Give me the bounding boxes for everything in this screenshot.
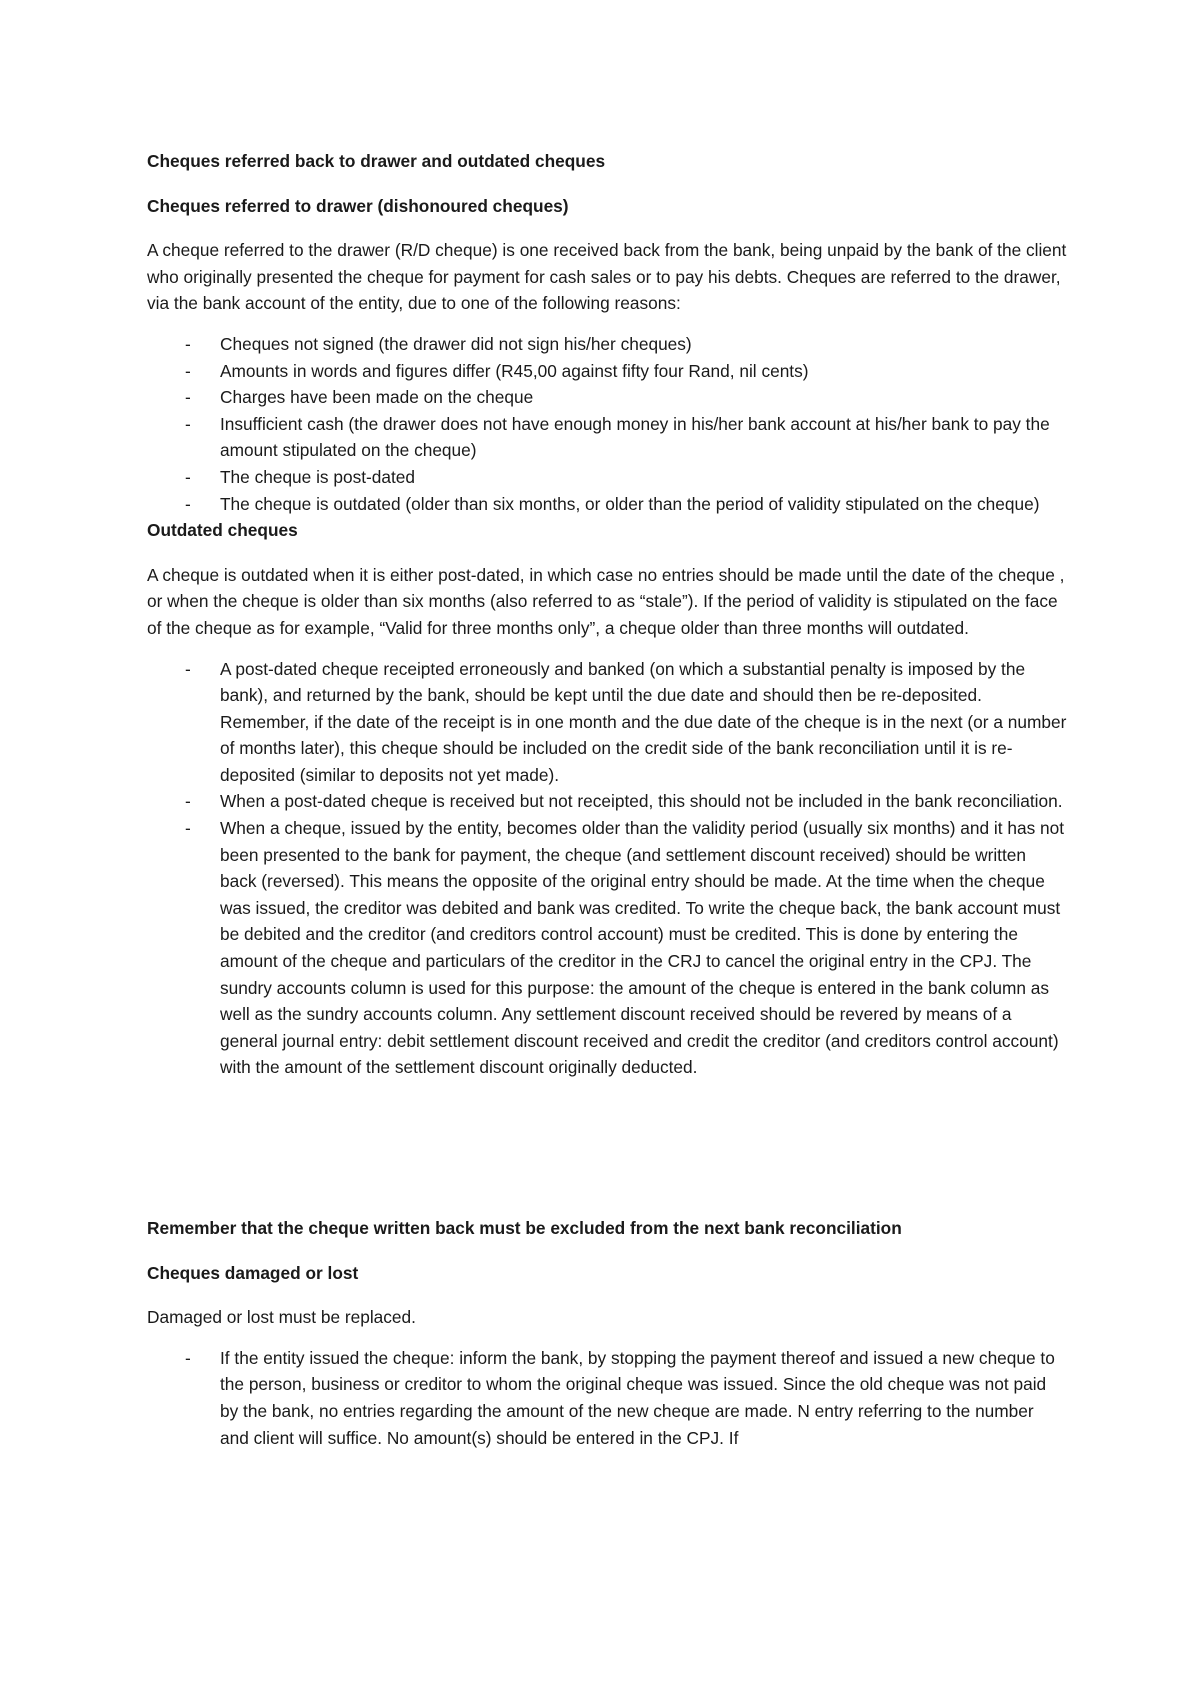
list-item-text: If the entity issued the cheque: inform the bank, by stopping the payment thereof and issued a new cheque to the person, business or creditor to whom the original cheque was issued. Since the old cheque was not paid by the bank, no entries regarding the amount of the new cheque are made. N entry referring to the number and client will suffice. No amount(s) should be entered in the CPJ. If [220, 1347, 1055, 1448]
section-heading-damaged-lost: Cheques damaged or lost [147, 1262, 359, 1283]
reminder-note: Remember that the cheque written back must be excluded from the next bank reconciliation [147, 1218, 902, 1238]
list-item-text: When a cheque, issued by the entity, becomes older than the validity period (usually six months) and it has not been presented to the bank for payment, the cheque (and settlement discount received) should be written back (reversed). This means the opposite of the original entry should be made. At the time when the cheque was issued, the creditor was debited and bank was credited. To write the cheque back, the bank account must be debited and the creditor (and creditors control account) must be credited. This is done by entering the amount of the cheque and particulars of the creditor in the CRJ to cancel the original entry in the CPJ. The sundry accounts column is used for this purpose: the amount of the cheque is entered in the bank column as well as the sundry accounts column. Any settlement discount received should be revered by means of a general journal entry: debit settlement discount received and credit the creditor (and creditors control account) with the amount of the settlement discount originally deducted. [220, 818, 1065, 1078]
list-item-text: Cheques not signed (the drawer did not sign his/her cheques) [220, 333, 692, 354]
list-item-text: Amounts in words and figures differ (R45,00 against fifty four Rand, nil cents) [220, 360, 809, 381]
bullet-dash: - [185, 333, 191, 354]
list-item-text: The cheque is post-dated [220, 466, 416, 487]
list-item [147, 384, 1067, 411]
section-paragraph-outdated-cheques: A cheque is outdated when it is either post-dated, in which case no entries should be made until the date of the cheque , or when the cheque is older than six months (also referred to as “stale”). If the period of validity is stipulated on the face of the cheque as for example, “Valid for three months only”, a cheque older than three months will outdated. [147, 564, 1065, 638]
list-item-text: Insufficient cash (the drawer does not have enough money in his/her bank account at his/her bank to pay the amount stipulated on the cheque) [220, 413, 1050, 461]
bullet-dash: - [185, 387, 191, 408]
bullet-dash: - [185, 818, 191, 839]
list-item [147, 358, 1067, 385]
bullet-dash: - [185, 658, 191, 679]
bullet-dash: - [185, 493, 191, 514]
list-item [147, 331, 1067, 358]
bullet-dash: - [185, 466, 191, 487]
list-item [147, 464, 1067, 491]
section-heading-outdated-cheques: Outdated cheques [147, 520, 298, 541]
reasons-list [147, 331, 1067, 517]
section-paragraph-dishonoured-cheques: A cheque referred to the drawer (R/D cheque) is one received back from the bank, being unpaid by the bank of the client who originally presented the cheque for payment for cash sales or to pay his debts. Cheques are referred to the drawer, via the bank account of the entity, due to one of the following reasons: [147, 240, 1067, 314]
bullet-dash: - [185, 360, 191, 381]
spacer [147, 1081, 1067, 1215]
bullet-dash: - [185, 1347, 191, 1368]
list-item-text: The cheque is outdated (older than six months, or older than the period of validity stipulated on the cheque) [220, 493, 1040, 514]
list-item-text: Charges have been made on the cheque [220, 387, 534, 408]
list-item-text: A post-dated cheque receipted erroneously and banked (on which a substantial penalty is imposed by the bank), and returned by the bank, should be kept until the due date and should then be re-deposited. Remember, if the date of the receipt is in one month and the due date of the cheque is in the next (or a number of months later), this cheque should be included on the credit side of the bank reconciliation until it is re-deposited (similar to deposits not yet made). [220, 658, 1067, 785]
list-item [147, 656, 1067, 789]
list-item [147, 411, 1067, 464]
damaged-lost-list [147, 1345, 1067, 1451]
document-title: Cheques referred back to drawer and outdated cheques [147, 151, 606, 171]
section-paragraph-damaged-lost: Damaged or lost must be replaced. [147, 1307, 416, 1328]
section-heading-dishonoured-cheques: Cheques referred to drawer (dishonoured cheques) [147, 195, 569, 216]
list-item [147, 1345, 1067, 1451]
list-item [147, 815, 1067, 1081]
list-item [147, 788, 1067, 815]
list-item-text: When a post-dated cheque is received but not receipted, this should not be included in the bank reconciliation. [220, 791, 1063, 812]
outdated-cheques-list [147, 656, 1067, 1082]
list-item [147, 491, 1067, 518]
bullet-dash: - [185, 413, 191, 434]
document-body [147, 148, 1067, 1451]
bullet-dash: - [185, 791, 191, 812]
